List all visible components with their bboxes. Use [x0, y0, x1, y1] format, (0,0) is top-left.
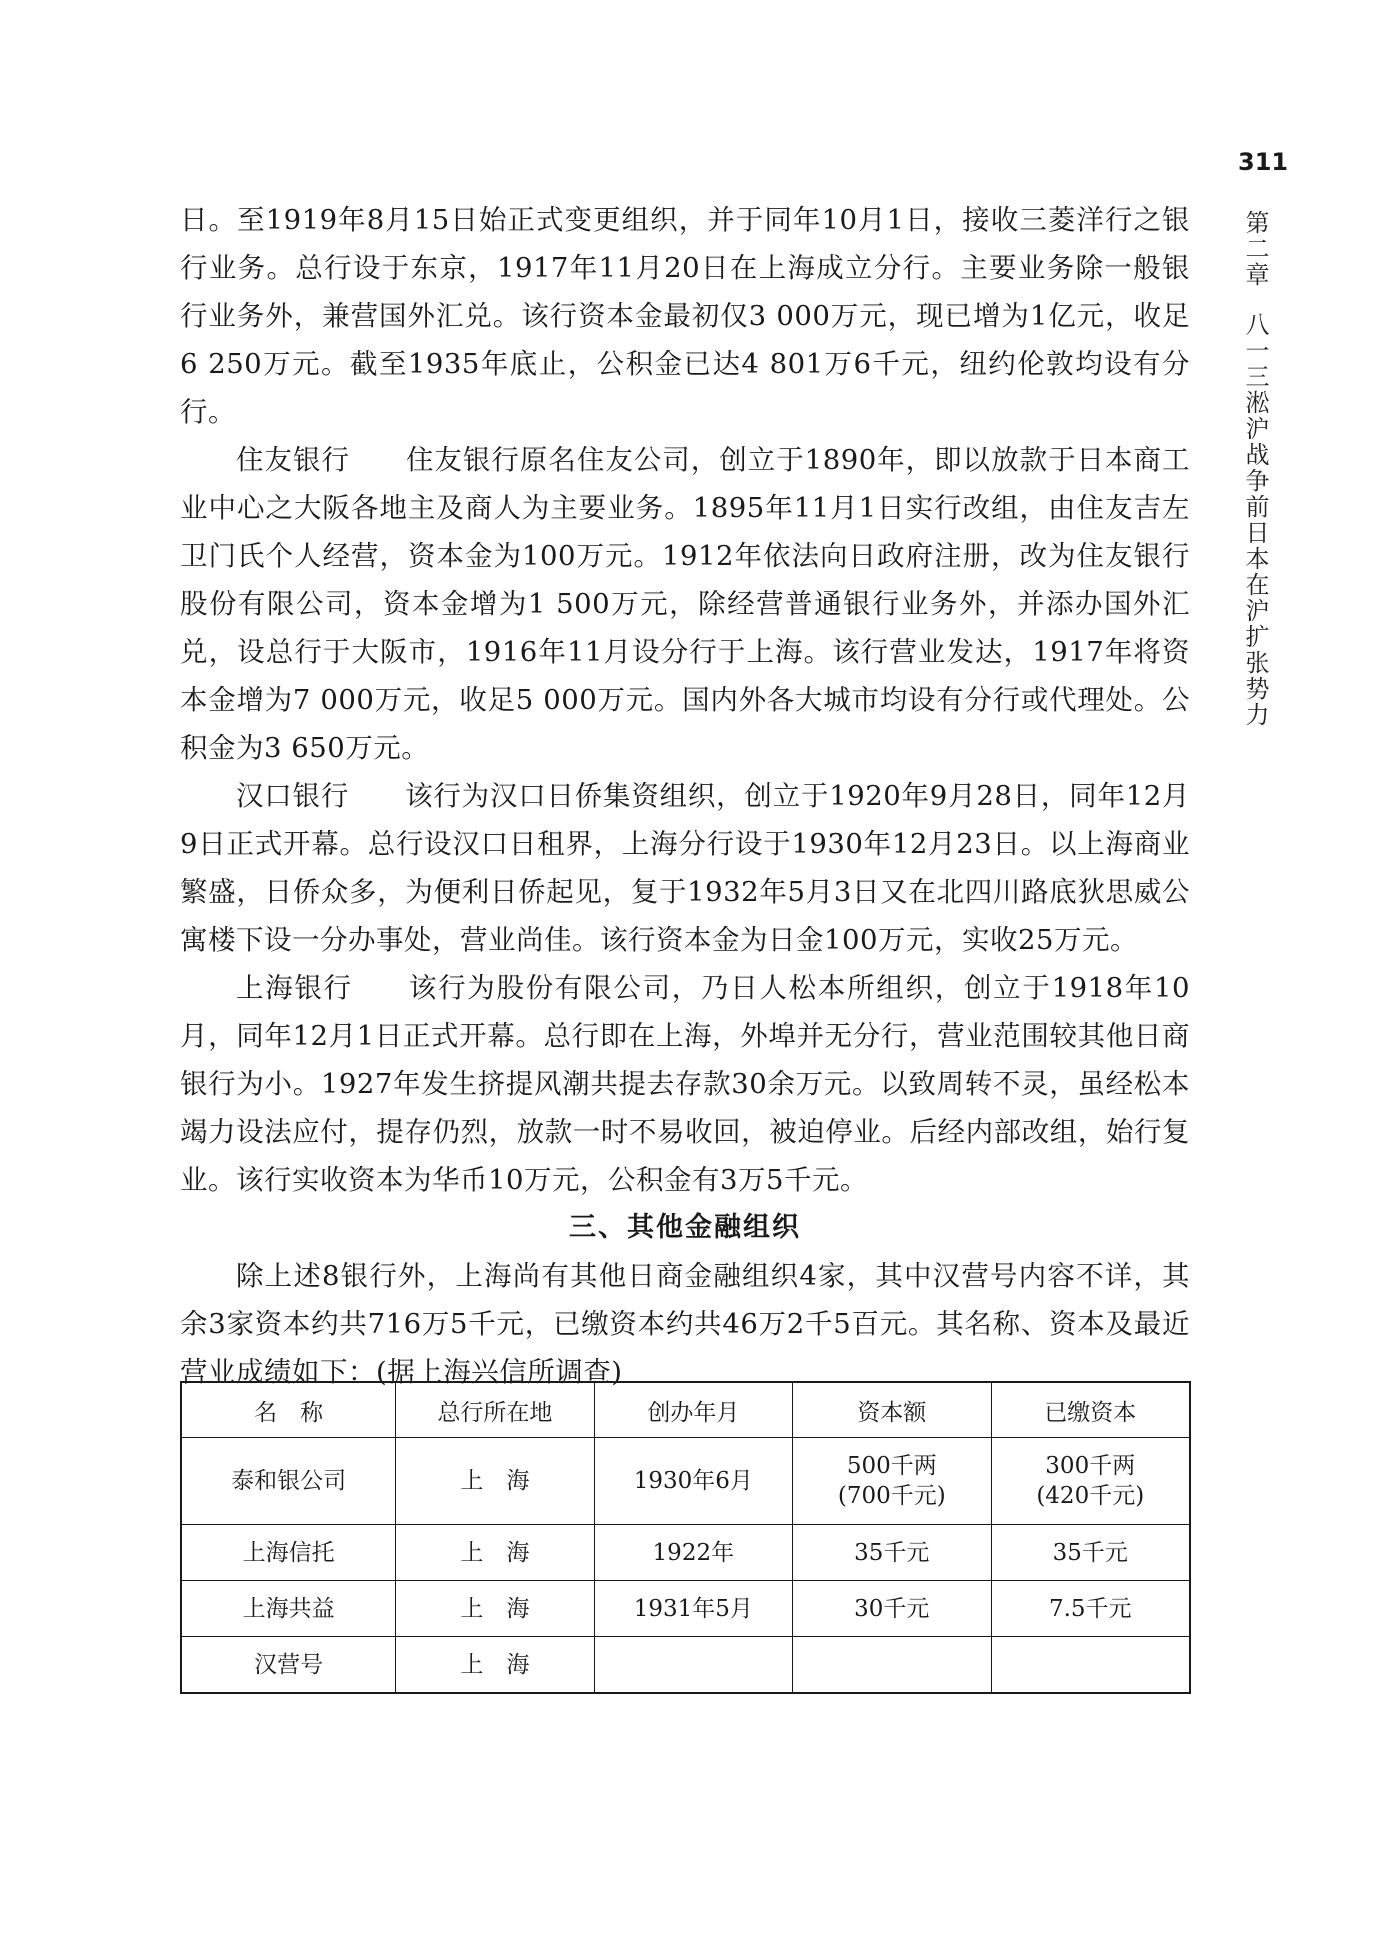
column-header-name: 名 称	[181, 1382, 396, 1438]
column-header-founded: 创办年月	[594, 1382, 793, 1438]
running-header	[1241, 210, 1269, 728]
cell-founded: 1931年5月	[594, 1581, 793, 1637]
cell-capital: 35千元	[793, 1525, 991, 1581]
cell-paid-capital	[991, 1438, 1190, 1525]
table-row	[181, 1525, 1190, 1581]
cell-name: 泰和银公司	[181, 1438, 396, 1525]
paragraph-text: 住友银行原名住友公司，创立于1890年，即以放款于日本商工业中心之大阪各地主及商人为主要业务。1895年11月1日实行改组，由住友吉左卫门氏个人经营，资本金为100万元。1912年依法向日政府注册，改为住友银行股份有限公司，资本金增为1 500万元，除经营普通银行业务外，并添办国外汇兑，设总行于大阪市，1916年11月设分行于上海。该行营业发达，1917年将资本金增为7 000万元，收足5 000万元。国内外各大城市均设有分行或代理处。公积金为3 650万元。	[180, 444, 1191, 764]
cell-founded: 1930年6月	[594, 1438, 793, 1525]
cell-paid-capital: 7.5千元	[991, 1581, 1190, 1637]
chapter-label: 第二章	[1241, 210, 1269, 288]
body-text	[180, 196, 1190, 1396]
cell-founded: 1922年	[594, 1525, 793, 1581]
table-row	[181, 1581, 1190, 1637]
cell-hq: 上 海	[396, 1637, 594, 1694]
paragraph-text: 该行为汉口日侨集资组织，创立于1920年9月28日，同年12月9日正式开幕。总行设汉口日租界，上海分行设于1930年12月23日。以上海商业繁盛，日侨众多，为便利日侨起见，复于1932年5月3日又在北四川路底狄思威公寓楼下设一分办事处，营业尚佳。该行资本金为日金100万元，实收25万元。	[180, 780, 1190, 956]
bank-name: 汉口银行	[236, 780, 350, 812]
cell-capital: 30千元	[793, 1581, 991, 1637]
column-header-paid-capital: 已缴资本	[991, 1382, 1190, 1438]
paragraph-other-orgs: 除上述8银行外，上海尚有其他日商金融组织4家，其中汉营号内容不详，其余3家资本约共716万5千元，已缴资本约共46万2千5百元。其名称、资本及最近营业成绩如下：(据上海兴信所调查)	[180, 1260, 1190, 1388]
cell-name: 上海共益	[181, 1581, 396, 1637]
cell-capital-yuan: (700千元)	[837, 1483, 946, 1509]
paragraph-hankou-bank	[180, 772, 1190, 964]
cell-paid-yuan: (420千元)	[1036, 1483, 1145, 1509]
bank-name: 住友银行	[236, 444, 350, 476]
column-header-hq: 总行所在地	[396, 1382, 594, 1438]
cell-name: 汉营号	[181, 1637, 396, 1694]
paragraph-text: 该行为股份有限公司，乃日人松本所组织，创立于1918年10月，同年12月1日正式开幕。总行即在上海，外埠并无分行，营业范围较其他日商银行为小。1927年发生挤提风潮共提去存款30余万元。以致周转不灵，虽经松本竭力设法应付，提存仍烈，放款一时不易收回，被迫停业。后经内部改组，始行复业。该行实收资本为华币10万元，公积金有3万5千元。	[180, 972, 1190, 1196]
table-row	[181, 1637, 1190, 1694]
cell-name: 上海信托	[181, 1525, 396, 1581]
cell-capital	[793, 1637, 991, 1694]
paragraph-sumitomo-bank	[180, 436, 1190, 772]
cell-hq: 上 海	[396, 1581, 594, 1637]
table-row	[181, 1438, 1190, 1525]
column-header-capital: 资本额	[793, 1382, 991, 1438]
cell-hq: 上 海	[396, 1525, 594, 1581]
page-number: 311	[1238, 148, 1289, 176]
table-header-row	[181, 1382, 1190, 1438]
cell-founded	[594, 1637, 793, 1694]
cell-paid-taels: 300千两	[1045, 1453, 1136, 1479]
bank-name: 上海银行	[236, 972, 353, 1004]
cell-capital-taels: 500千两	[846, 1453, 937, 1479]
cell-capital	[793, 1438, 991, 1525]
cell-paid-capital	[991, 1637, 1190, 1694]
chapter-title: 八一三淞沪战争前日本在沪扩张势力	[1241, 312, 1269, 728]
cell-paid-capital: 35千元	[991, 1525, 1190, 1581]
section-heading: 三、其他金融组织	[569, 1212, 801, 1243]
paragraph-shanghai-bank	[180, 964, 1190, 1204]
cell-hq: 上 海	[396, 1438, 594, 1525]
financial-orgs-table	[180, 1381, 1191, 1694]
paragraph-continuation: 日。至1919年8月15日始正式变更组织，并于同年10月1日，接收三菱洋行之银行业务。总行设于东京，1917年11月20日在上海成立分行。主要业务除一般银行业务外，兼营国外汇兑。该行资本金最初仅3 000万元，现已增为1亿元，收足6 250万元。截至1935年底止，公积金已达4 801万6千元，纽约伦敦均设有分行。	[180, 204, 1190, 428]
